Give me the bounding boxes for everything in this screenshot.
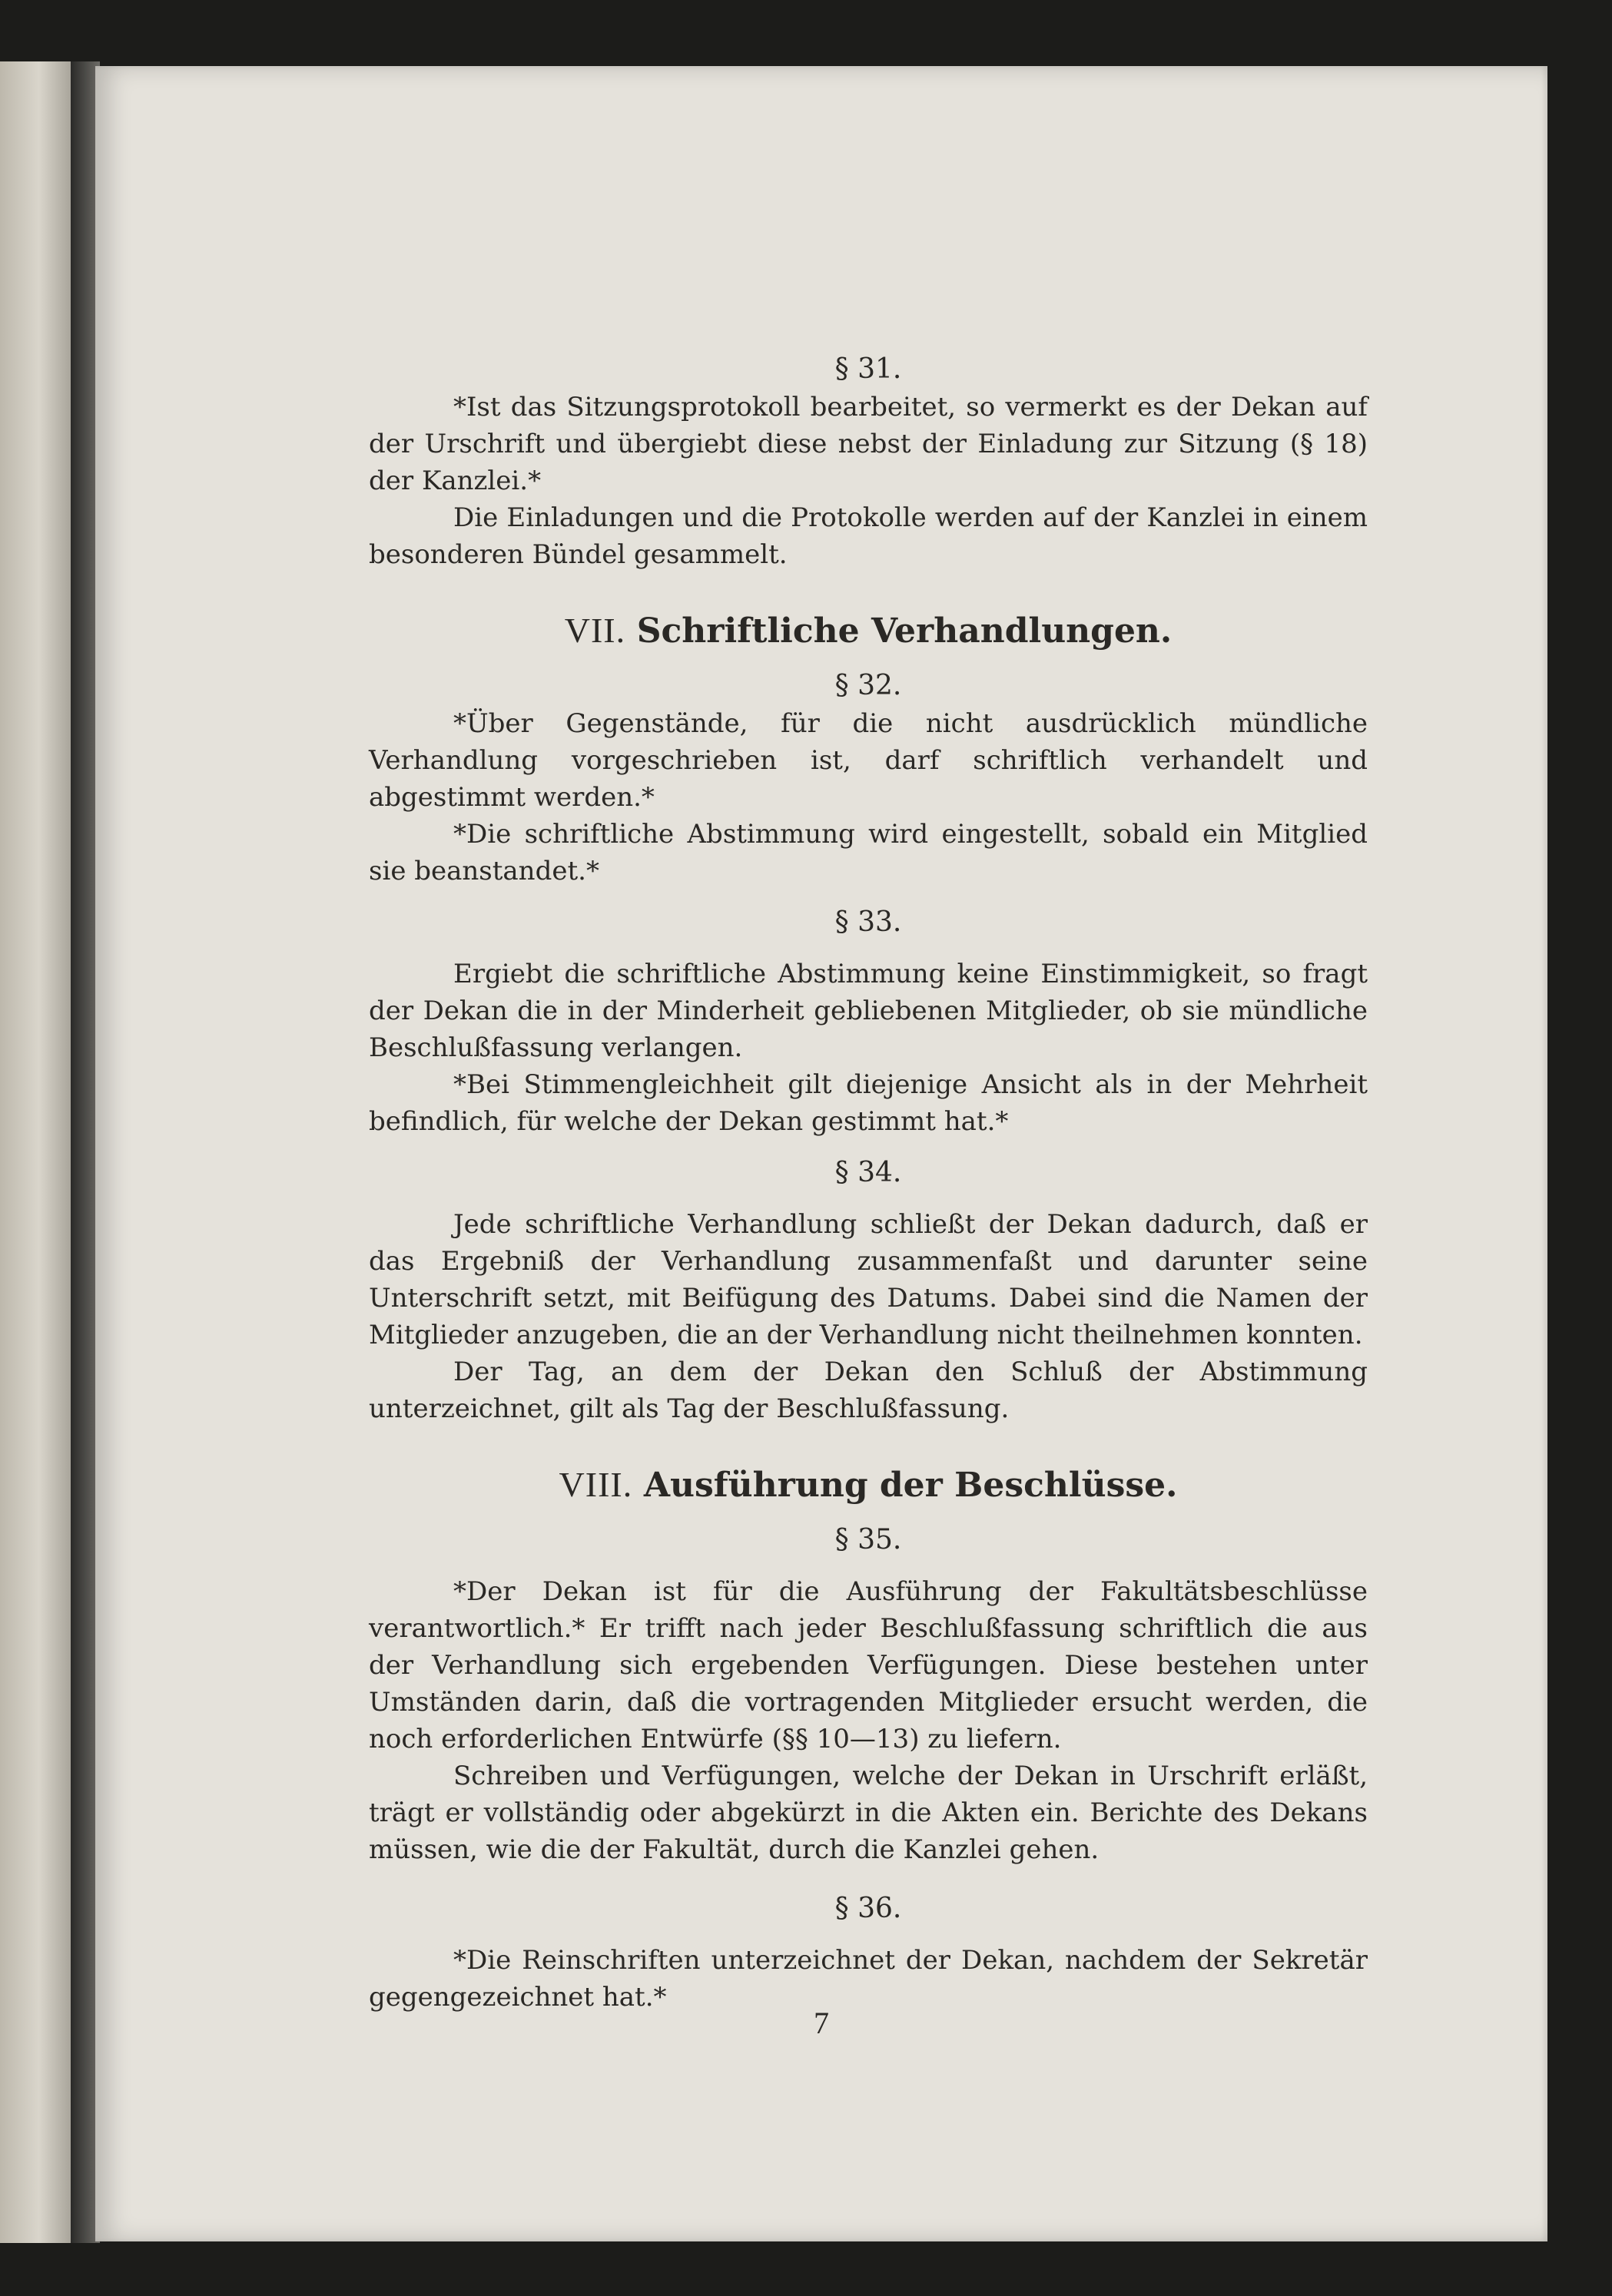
section-33-paragraph-2: *Bei Stimmengleichheit gilt diejenige Ansicht als in der Mehrheit befindlich, für welche der Dekan gestimmt hat.*	[369, 1069, 1368, 1137]
section-31-heading: § 31.	[834, 353, 902, 385]
section-31-paragraph-1: *Ist das Sitzungsprotokoll bearbeitet, so vermerkt es der Dekan auf der Urschrift und übergiebt diese nebst der Einladung zur Sitzung (§ 18) der Kanzlei.*	[369, 392, 1368, 496]
section-34-paragraph-1: Jede schriftliche Verhandlung schließt der Dekan dadurch, daß er das Ergebniß der Verhandlung zusammenfaßt und darunter seine Unterschrift setzt, mit Beifügung des Datums. Dabei sind die Namen der Mitglieder anzugeben, die an der Verhandlung nicht theilnehmen konnten.	[369, 1209, 1368, 1350]
chapter-vii-heading	[369, 607, 1368, 653]
chapter-viii-title: Ausführung der Beschlüsse.	[643, 1466, 1178, 1505]
left-page-edge	[0, 61, 71, 2243]
section-32-paragraph-1: *Über Gegenstände, für die nicht ausdrücklich mündliche Verhandlung vorgeschrieben ist, darf schriftlich verhandelt und abgestimmt werden.*	[369, 708, 1368, 813]
section-32-paragraph-2: *Die schriftliche Abstimmung wird eingestellt, sobald ein Mitglied sie beanstandet.*	[369, 819, 1368, 886]
chapter-vii-number: VII.	[564, 611, 626, 650]
section-36-heading: § 36.	[834, 1893, 902, 1924]
section-34-heading: § 34.	[834, 1157, 902, 1188]
section-34-paragraph-2: Der Tag, an dem der Dekan den Schluß der Abstimmung unterzeichnet, gilt als Tag der Beschlußfassung.	[369, 1357, 1368, 1424]
section-36-paragraph-1: *Die Reinschriften unterzeichnet der Dekan, nachdem der Sekretär gegengezeichnet hat.*	[369, 1945, 1368, 2013]
section-35-paragraph-1: *Der Dekan ist für die Ausführung der Fakultätsbeschlüsse verantwortlich.* Er trifft nach jeder Beschlußfassung schriftlich die aus der Verhandlung sich ergebenden Verfügungen. Diese bestehen unter Umständen darin, daß die vortragenden Mitglieder ersucht werden, die noch erforderlichen Entwürfe (§§ 10—13) zu liefern.	[369, 1576, 1368, 1754]
chapter-vii-title: Schriftliche Verhandlungen.	[636, 611, 1173, 651]
section-35-paragraph-2: Schreiben und Verfügungen, welche der Dekan in Urschrift erläßt, trägt er vollständig oder abgekürzt in die Akten ein. Berichte des Dekans müssen, wie die der Fakultät, durch die Kanzlei gehen.	[369, 1761, 1368, 1865]
section-33-paragraph-1: Ergiebt die schriftliche Abstimmung keine Einstimmigkeit, so fragt der Dekan die in der Minderheit gebliebenen Mitglieder, ob sie mündliche Beschlußfassung verlangen.	[369, 959, 1368, 1063]
section-32-heading: § 32.	[834, 670, 902, 701]
page-text	[369, 350, 1368, 2016]
section-31-paragraph-2: Die Einladungen und die Protokolle werden auf der Kanzlei in einem besonderen Bündel gesammelt.	[369, 502, 1368, 570]
document-page	[95, 66, 1547, 2241]
chapter-viii-heading	[369, 1461, 1368, 1507]
section-35-heading: § 35.	[834, 1524, 902, 1556]
section-33-heading: § 33.	[834, 906, 902, 938]
chapter-viii-number: VIII.	[559, 1465, 633, 1504]
page-number: 7	[814, 2006, 829, 2040]
